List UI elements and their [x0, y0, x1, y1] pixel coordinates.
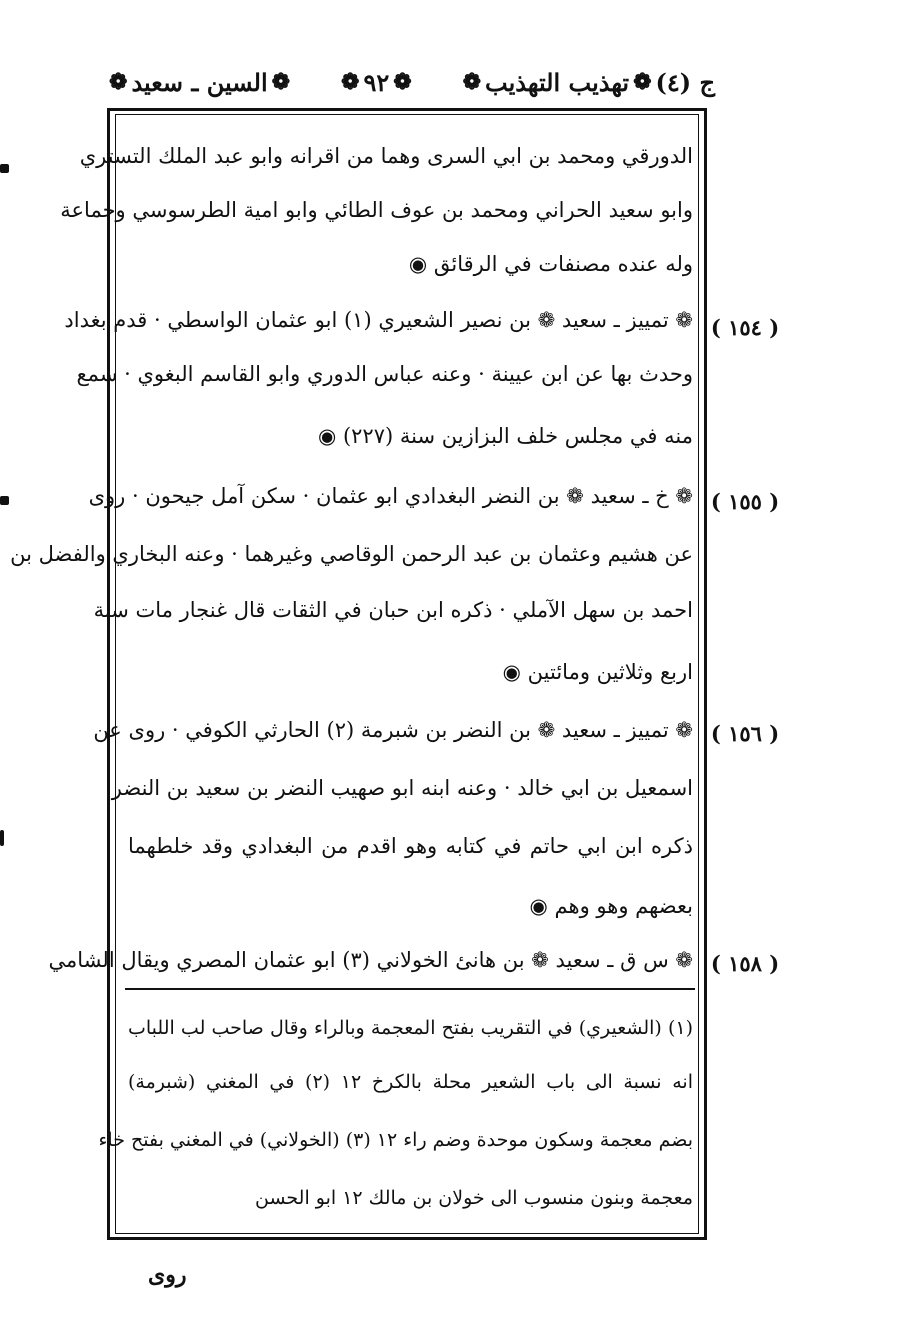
footnote-line: (١) (الشعيري) في التقريب بفتح المعجمة وبالراء وقال صاحب لب اللباب	[128, 1017, 693, 1039]
body-line: اربع وثلاثين ومائتين ◉	[502, 660, 693, 684]
running-header	[105, 62, 715, 102]
body-line: عن هشيم وعثمان بن عبد الرحمن الوقاصي وغيرهما · وعنه البخاري والفضل بن	[10, 542, 693, 566]
entry-number: ( ١٥٦ )	[710, 721, 780, 746]
entry-heading-line: ❁ تمييز ـ سعيد ❁ بن نصير الشعيري (١) ابو عثمان الواسطي · قدم بغداد	[64, 308, 693, 332]
entry-heading-line: ❁ س ق ـ سعيد ❁ بن هانئ الخولاني (٣) ابو عثمان المصري ويقال الشامي	[48, 948, 693, 972]
volume-label: ج (٤)	[655, 67, 715, 97]
body-line: بعضهم وهو وهم ◉	[529, 894, 693, 918]
footnote-line: بضم معجمة وسكون موحدة وضم راء ١٢ (٣) (الخولاني) في المغني بفتح خاء	[98, 1129, 693, 1151]
body-line: اسمعيل بن ابي خالد · وعنه ابنه ابو صهيب النضر بن سعيد بن النضر	[111, 776, 693, 800]
body-line: وله عنده مصنفات في الرقائق ◉	[408, 252, 693, 276]
body-line: منه في مجلس خلف البزازين سنة (٢٢٧) ◉	[317, 424, 693, 448]
footnote-divider	[125, 988, 695, 990]
body-line: ذكره ابن ابي حاتم في كتابه وهو اقدم من البغدادي وقد خلطهما	[128, 834, 693, 858]
ornament-icon: ❁	[393, 69, 412, 95]
footnote-line: انه نسبة الى باب الشعير محلة بالكرخ ١٢ (٢) في المغني (شبرمة)	[128, 1071, 693, 1093]
page-number: ٩٢	[363, 67, 390, 97]
binding-mark	[0, 164, 9, 173]
entry-number: ( ١٥٨ )	[710, 951, 780, 976]
catchword: روى	[148, 1262, 187, 1288]
book-title: تهذيب التهذيب	[485, 67, 630, 97]
body-line: الدورقي ومحمد بن ابي السرى وهما من اقرانه وابو عبد الملك التستري	[79, 144, 693, 168]
ornament-icon: ❁	[341, 69, 360, 95]
ornament-icon: ❁	[109, 69, 128, 95]
entry-heading-line: ❁ خ ـ سعيد ❁ بن النضر البغدادي ابو عثمان · سكن آمل جيحون · روى	[88, 484, 693, 508]
body-line: وابو سعيد الحراني ومحمد بن عوف الطائي وابو امية الطرسوسي وجماعة	[60, 198, 693, 222]
footnote-line: معجمة وبنون منسوب الى خولان بن مالك ١٢ ابو الحسن	[255, 1187, 693, 1209]
entry-number: ( ١٥٥ )	[710, 489, 780, 514]
binding-mark	[0, 496, 9, 505]
ornament-icon: ❁	[271, 69, 291, 95]
entry-heading-line: ❁ تمييز ـ سعيد ❁ بن النضر بن شبرمة (٢) الحارثي الكوفي · روى عن	[93, 718, 693, 742]
ornament-icon: ❁	[633, 69, 652, 95]
binding-mark	[0, 830, 4, 846]
header-page-segment	[337, 68, 416, 97]
body-line: احمد بن سهل الآملي · ذكره ابن حبان في الثقات قال غنجار مات سنة	[93, 598, 693, 622]
header-volume-segment	[459, 68, 715, 97]
header-section-segment	[105, 68, 294, 97]
body-line: وحدث بها عن ابن عيينة · وعنه عباس الدوري وابو القاسم البغوي · سمع	[76, 362, 693, 386]
entry-number: ( ١٥٤ )	[710, 315, 780, 340]
ornament-icon: ❁	[462, 69, 482, 95]
section-title: السين ـ سعيد	[131, 67, 268, 97]
